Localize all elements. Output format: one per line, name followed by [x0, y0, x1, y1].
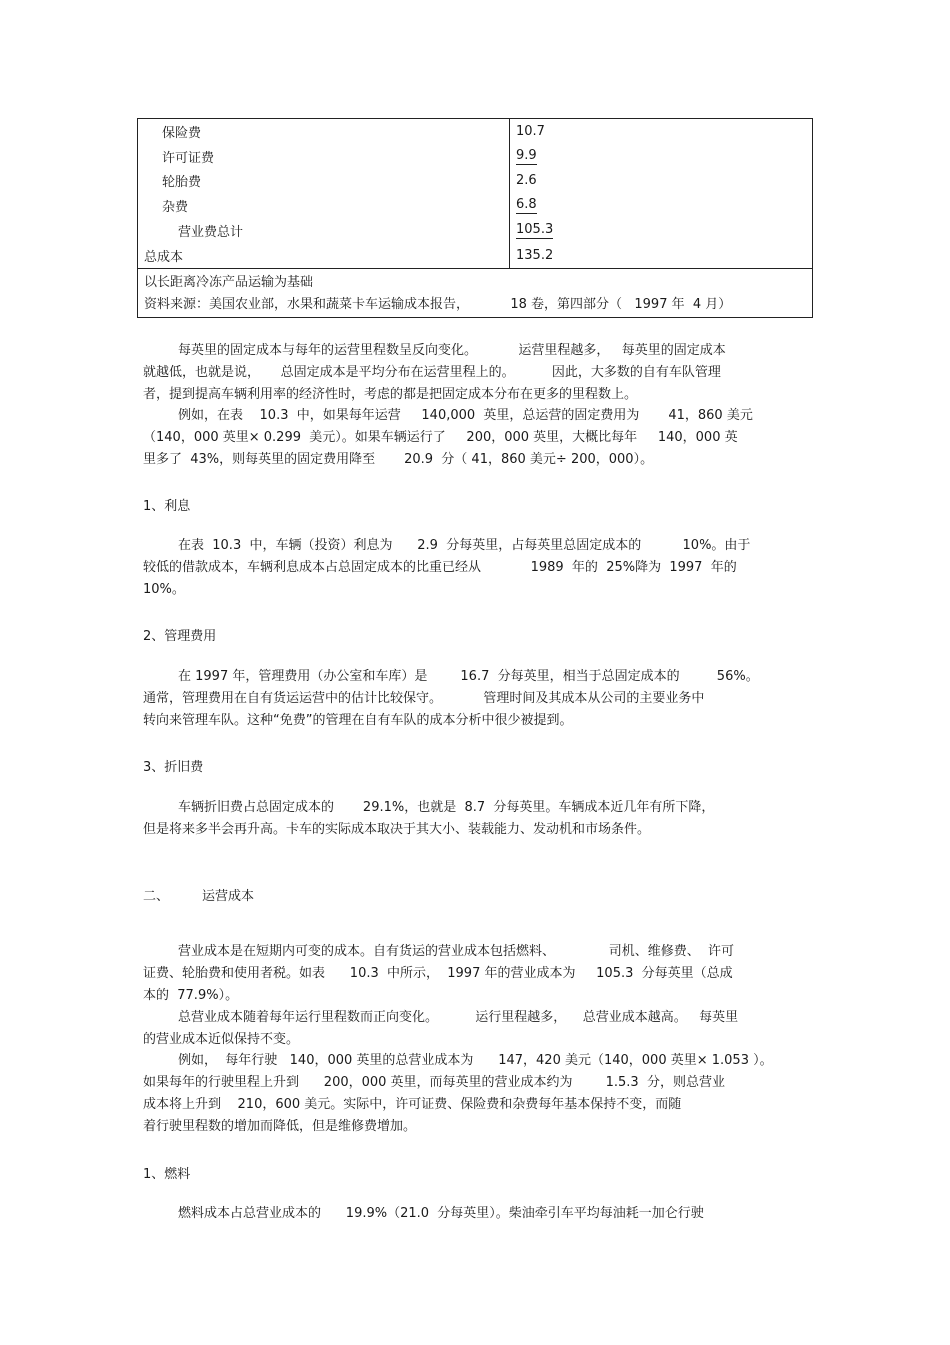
text-line: 就越低，也就是说， 总固定成本是平均分布在运营里程上的。 因此，大多数的自有车队管理 [143, 365, 721, 380]
cost-subtotal-value [510, 218, 813, 243]
text-line: 燃料成本占总营业成本的 19.9%（21.0 分每英里）。柴油牵引车平均每油耗一加仑行驶 [178, 1206, 704, 1221]
text-line: 如果每年的行驶里程上升到 200，000 英里，而每英里的营业成本约为 1.5.3 分，则总营业 [143, 1075, 725, 1090]
text-line: 较低的借款成本，车辆利息成本占总固定成本的比重已经从 1989 年的 25%降为 1997 年的 [143, 560, 737, 575]
paragraph-total-operating [143, 1007, 811, 1051]
text-line: 10%。 [143, 582, 185, 597]
value-text: 135.2 [516, 247, 554, 263]
text-line: 着行驶里程数的增加而降低，但是维修费增加。 [143, 1119, 417, 1134]
total-cost-label: 总成本 [138, 243, 510, 268]
cost-item-label: 保险费 [138, 119, 510, 144]
cost-item-value [510, 169, 813, 194]
cost-item-value [510, 193, 813, 218]
paragraph-operating-example [143, 1050, 811, 1138]
value-text: 10.7 [516, 123, 545, 139]
note-source: 资料来源：美国农业部，水果和蔬菜卡车运输成本报告， 18 卷，第四部分（ 1997 年 4 月） [144, 296, 732, 312]
text-line: 的营业成本近似保持不变。 [143, 1032, 300, 1047]
table-row [138, 119, 813, 144]
heading-fuel: 1、燃料 [143, 1167, 191, 1182]
table-row [138, 169, 813, 194]
paragraph-interest [143, 535, 811, 601]
cost-subtotal-label: 营业费总计 [138, 218, 510, 243]
cost-table [137, 118, 813, 318]
text-line: 例如，在表 10.3 中，如果每年运营 140,000 英里，总运营的固定费用为 41，860 美元 [178, 408, 753, 423]
table-row [138, 243, 813, 268]
text-line: 但是将来多半会再升高。卡车的实际成本取决于其大小、装载能力、发动机和市场条件。 [143, 822, 651, 837]
paragraph-example [143, 405, 811, 471]
table-row [138, 218, 813, 243]
text-line: 在表 10.3 中，车辆（投资）利息为 2.9 分每英里，占每英里总固定成本的 10%。由于 [178, 538, 751, 553]
paragraph-fuel [143, 1203, 811, 1225]
text-line: 在 1997 年，管理费用（办公室和车库）是 16.7 分每英里，相当于总固定成本的 56%。 [178, 669, 759, 684]
cost-item-label: 轮胎费 [138, 169, 510, 194]
table-row [138, 193, 813, 218]
text-line: 通常，管理费用在自有货运运营中的估计比较保守。 管理时间及其成本从公司的主要业务中 [143, 691, 705, 706]
text-line: 营业成本是在短期内可变的成本。自有货运的营业成本包括燃料、 司机、维修费、 许可 [178, 944, 734, 959]
heading-interest: 1、利息 [143, 499, 191, 514]
paragraph-fixed-cost [143, 340, 811, 406]
heading-operating-cost: 二、 运营成本 [143, 889, 255, 904]
text-line: 成本将上升到 210，600 美元。实际中，许可证费、保险费和杂费每年基本保持不变，而随 [143, 1097, 682, 1112]
text-line: 车辆折旧费占总固定成本的 29.1%，也就是 8.7 分每英里。车辆成本近几年有所下降， [178, 800, 715, 815]
text-line: 本的 77.9%）。 [143, 988, 239, 1003]
cost-item-value [510, 119, 813, 144]
heading-depreciation: 3、折旧费 [143, 760, 204, 775]
table-row [138, 144, 813, 169]
text-line: 里多了 43%，则每英里的固定费用降至 20.9 分（ 41，860 美元÷ 200，000）。 [143, 452, 654, 467]
cost-item-label: 许可证费 [138, 144, 510, 169]
value-text-underlined: 9.9 [516, 147, 537, 163]
paragraph-depreciation [143, 797, 811, 841]
table-note-row [138, 268, 813, 317]
total-cost-value [510, 243, 813, 268]
value-text: 2.6 [516, 173, 537, 189]
value-text-underlined: 6.8 [516, 197, 537, 213]
text-line: 例如， 每年行驶 140，000 英里的总营业成本为 147，420 美元（140，000 英里× 1.053 ）。 [178, 1053, 773, 1068]
text-line: （140，000 英里× 0.299 美元）。如果车辆运行了 200，000 英里，大概比每年 140，000 英 [143, 430, 738, 445]
cost-item-label: 杂费 [138, 193, 510, 218]
value-text-underlined: 105.3 [516, 222, 554, 238]
paragraph-management [143, 666, 811, 732]
text-line: 者，提到提高车辆利用率的经济性时，考虑的都是把固定成本分布在更多的里程数上。 [143, 387, 638, 402]
text-line: 总营业成本随着每年运行里程数而正向变化。 运行里程越多， 总营业成本越高。 每英里 [178, 1010, 739, 1025]
cost-item-value [510, 144, 813, 169]
table-source-note [138, 268, 813, 317]
text-line: 证费、轮胎费和使用者税。如表 10.3 中所示， 1997 年的营业成本为 105.3 分每英里（总成 [143, 966, 733, 981]
text-line: 每英里的固定成本与每年的运营里程数呈反向变化。 运营里程越多， 每英里的固定成本 [178, 343, 726, 358]
text-line: 转向来管理车队。这种“免费”的管理在自有车队的成本分析中很少被提到。 [143, 713, 573, 728]
heading-management: 2、管理费用 [143, 629, 217, 644]
paragraph-operating-cost [143, 941, 811, 1007]
note-basis: 以长距离冷冻产品运输为基础 [144, 274, 314, 290]
